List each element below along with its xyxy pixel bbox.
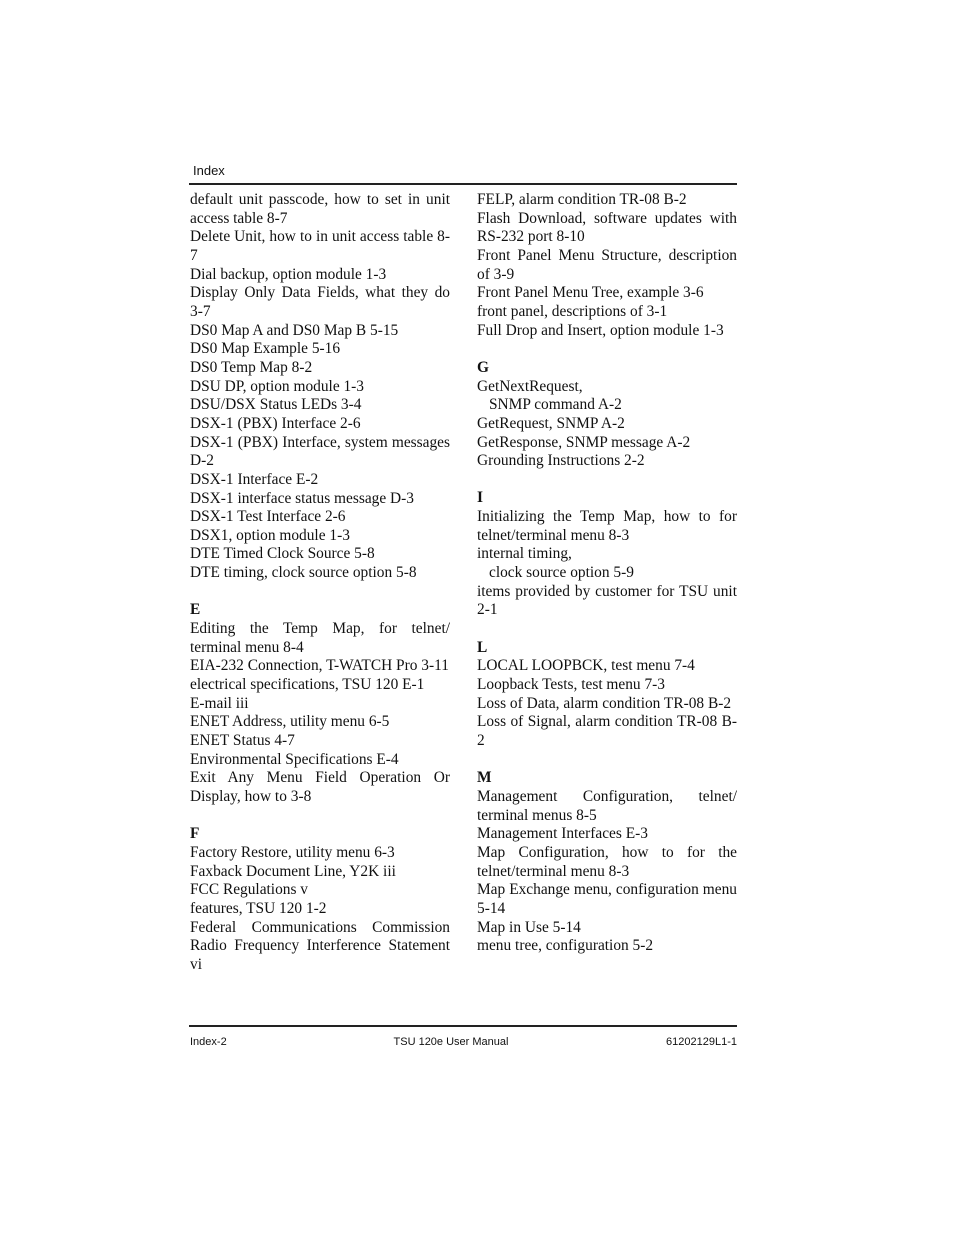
index-entry: default unit passcode, how to set in unit access table 8-7 xyxy=(190,191,450,227)
index-entry: front panel, descriptions of 3-1 xyxy=(477,302,668,320)
index-entry: GetRequest, SNMP A-2 xyxy=(477,414,625,432)
manual-title: TSU 120e User Manual xyxy=(393,1036,509,1048)
index-entry: FCC Regulations v xyxy=(190,881,309,899)
index-entry: DSX1, option module 1-3 xyxy=(190,526,350,544)
letter-heading-g: G xyxy=(477,358,489,376)
index-entry: DSX-1 Interface E-2 xyxy=(190,470,319,488)
footer-rule xyxy=(189,1025,737,1027)
index-entry: Federal Communications Commission Radio Frequency Interference Statement vi xyxy=(190,918,450,973)
header-rule xyxy=(189,183,737,185)
index-entry-main: GetNextRequest, xyxy=(477,377,583,395)
index-entry: Loss of Data, alarm condition TR-08 B-2 xyxy=(477,694,732,712)
index-entry-getnextrequest xyxy=(477,378,737,415)
index-entry: Dial backup, option module 1-3 xyxy=(190,265,387,283)
index-entry: Environmental Specifications E-4 xyxy=(190,750,399,768)
index-entry: items provided by customer for TSU unit 2-1 xyxy=(477,582,737,619)
index-entry: electrical specifications, TSU 120 E-1 xyxy=(190,676,425,694)
index-entry: Management Interfaces E-3 xyxy=(477,825,648,843)
letter-heading-e: E xyxy=(190,601,201,619)
index-entry: Editing the Temp Map, for telnet/ terminal menu 8-4 xyxy=(190,620,450,656)
index-entry: Front Panel Menu Tree, example 3-6 xyxy=(477,284,704,302)
index-entry: DSX-1 (PBX) Interface 2-6 xyxy=(190,414,361,432)
index-entry: Exit Any Menu Field Operation Or Display, how to 3-8 xyxy=(190,769,450,805)
index-entry: DSX-1 interface status message D-3 xyxy=(190,489,414,507)
index-entry: DTE timing, clock source option 5-8 xyxy=(190,564,417,582)
index-group-g xyxy=(477,415,737,471)
index-entry: DSU/DSX Status LEDs 3-4 xyxy=(190,396,362,414)
index-group-l xyxy=(477,657,737,750)
letter-heading-m: M xyxy=(477,769,492,787)
index-entry: ENET Address, utility menu 6-5 xyxy=(190,713,390,731)
letter-heading-f: F xyxy=(190,825,200,843)
index-entry-internal-timing xyxy=(477,545,737,582)
index-entry-main: internal timing, xyxy=(477,545,572,563)
index-entry: GetResponse, SNMP message A-2 xyxy=(477,433,691,451)
index-entry: E-mail iii xyxy=(190,694,249,712)
index-group-i-1 xyxy=(477,508,737,545)
index-entry: Flash Download, software updates with RS-232 port 8-10 xyxy=(477,209,737,246)
index-entry: Map Configuration, how to for the telnet/terminal menu 8-3 xyxy=(477,843,737,880)
index-entry: DSU DP, option module 1-3 xyxy=(190,377,365,395)
index-subentry: clock source option 5-9 xyxy=(489,564,634,582)
index-column-right xyxy=(477,191,737,956)
index-entry: menu tree, configuration 5-2 xyxy=(477,937,654,955)
index-group-d xyxy=(190,191,450,583)
index-group-m xyxy=(477,788,737,956)
index-entry: LOCAL LOOPBCK, test menu 7-4 xyxy=(477,657,695,675)
index-entry: DTE Timed Clock Source 5-8 xyxy=(190,545,375,563)
index-subentry: SNMP command A-2 xyxy=(489,396,622,414)
index-entry: Map Exchange menu, configuration menu 5-14 xyxy=(477,881,737,917)
index-entry: Grounding Instructions 2-2 xyxy=(477,452,645,470)
index-column-left xyxy=(190,191,450,975)
index-entry: Initializing the Temp Map, how to for telnet/terminal menu 8-3 xyxy=(477,508,737,544)
index-entry: Delete Unit, how to in unit access table 8-7 xyxy=(190,228,450,264)
index-entry: Faxback Document Line, Y2K iii xyxy=(190,862,396,880)
index-entry: DS0 Map Example 5-16 xyxy=(190,340,341,358)
index-entry: EIA-232 Connection, T-WATCH Pro 3-11 xyxy=(190,657,449,675)
running-header: Index xyxy=(193,163,225,178)
index-group-i-2 xyxy=(477,583,737,620)
document-number: 61202129L1-1 xyxy=(666,1036,737,1048)
index-entry: DS0 Map A and DS0 Map B 5-15 xyxy=(190,321,399,339)
index-entry: Management Configuration, telnet/ terminal menus 8-5 xyxy=(477,787,737,824)
index-entry: features, TSU 120 1-2 xyxy=(190,899,327,917)
index-entry: Factory Restore, utility menu 6-3 xyxy=(190,843,395,861)
index-entry: Display Only Data Fields, what they do 3-7 xyxy=(190,284,450,320)
index-entry: ENET Status 4-7 xyxy=(190,732,295,750)
index-entry: Front Panel Menu Structure, description of 3-9 xyxy=(477,246,737,283)
index-group-f-right xyxy=(477,191,737,340)
index-group-e xyxy=(190,620,450,807)
index-entry: DS0 Temp Map 8-2 xyxy=(190,358,313,376)
letter-heading-l: L xyxy=(477,638,488,656)
page-number: Index-2 xyxy=(190,1036,227,1048)
index-group-f-left xyxy=(190,844,450,975)
index-entry: DSX-1 (PBX) Interface, system messages D-2 xyxy=(190,433,450,470)
index-entry: Loopback Tests, test menu 7-3 xyxy=(477,676,665,694)
letter-heading-i: I xyxy=(477,489,483,507)
index-entry: Loss of Signal, alarm condition TR-08 B-2 xyxy=(477,713,737,749)
index-entry: Map in Use 5-14 xyxy=(477,918,581,936)
index-entry: Full Drop and Insert, option module 1-3 xyxy=(477,321,724,339)
index-entry: FELP, alarm condition TR-08 B-2 xyxy=(477,191,687,208)
index-entry: DSX-1 Test Interface 2-6 xyxy=(190,508,346,526)
